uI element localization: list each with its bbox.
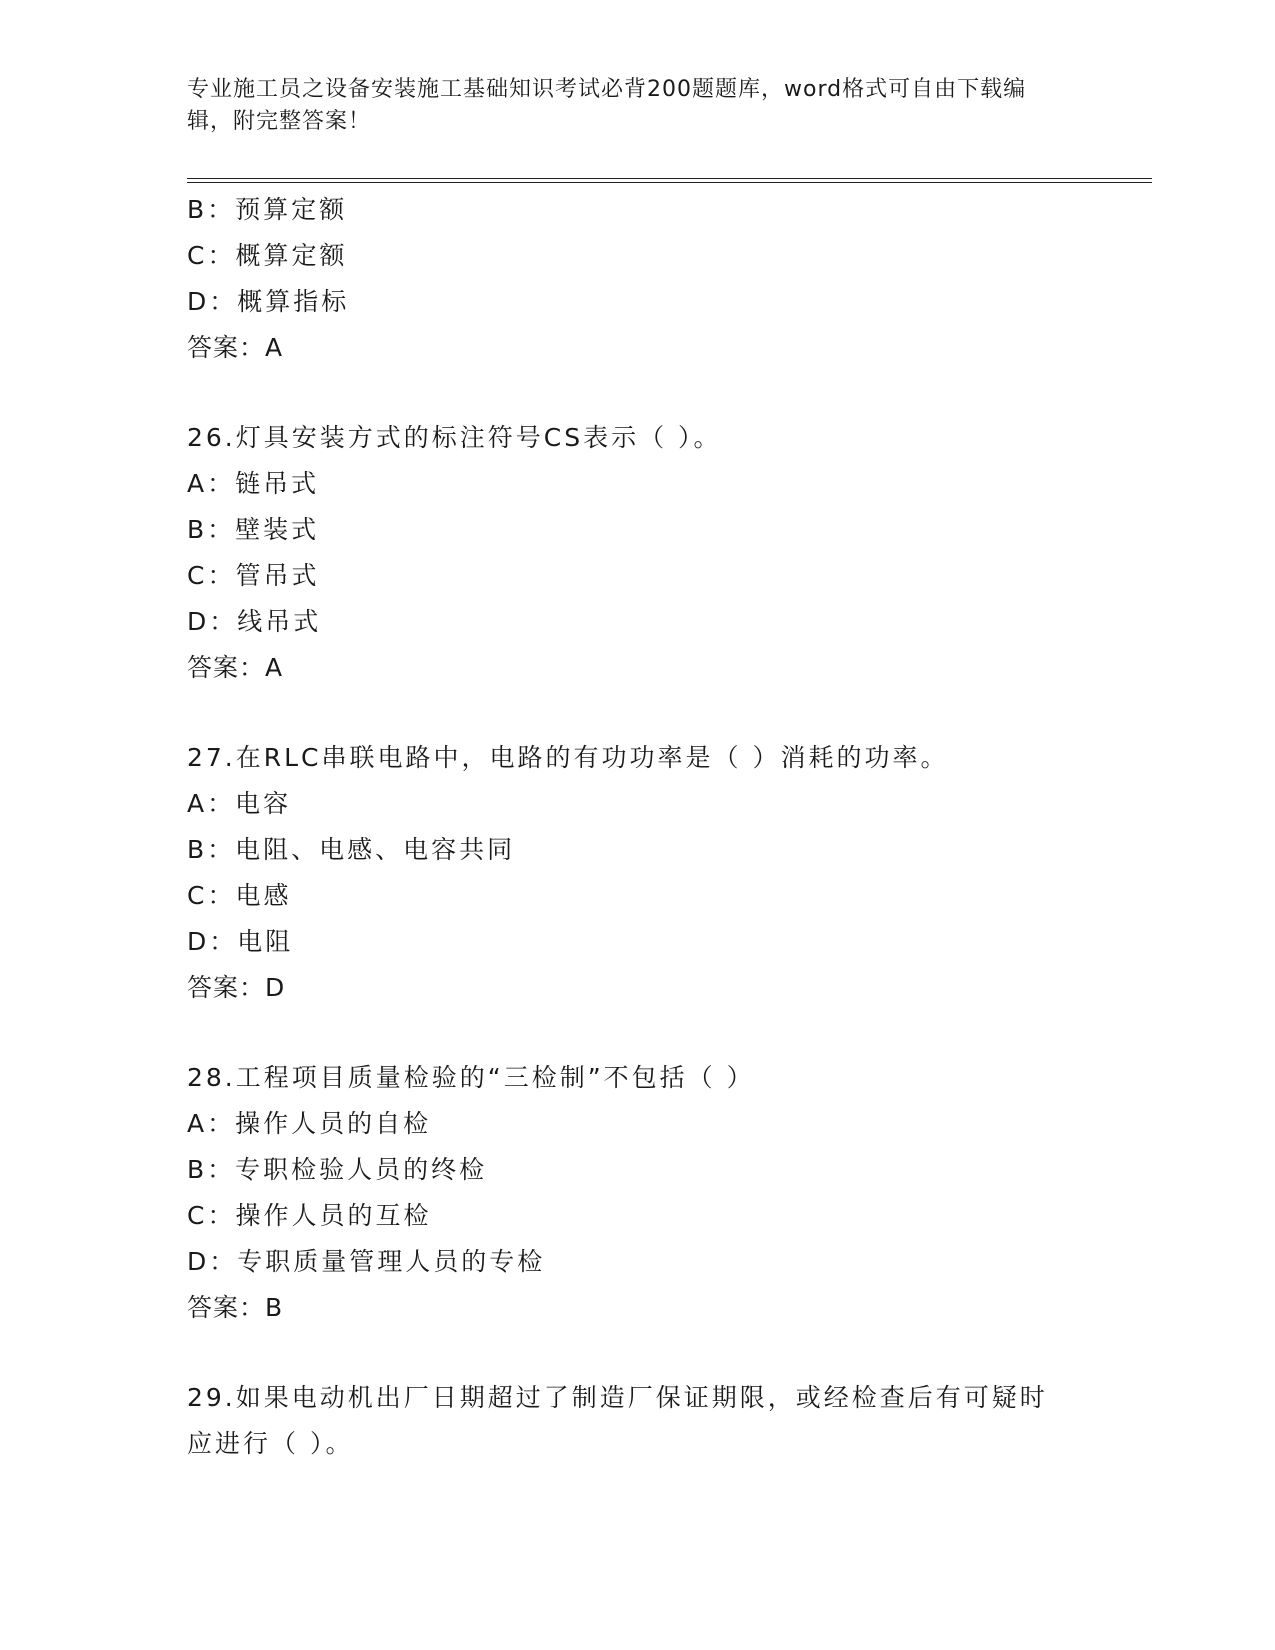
question-29	[187, 1375, 1087, 1467]
answer: 答案：A	[187, 653, 284, 682]
option-b: B：专职检验人员的终检	[187, 1155, 488, 1184]
option-d: D：电阻	[187, 927, 294, 956]
document-header	[187, 74, 1067, 138]
option-d: D：线吊式	[187, 607, 322, 636]
option-b: B：电阻、电感、电容共同	[187, 835, 516, 864]
question-26	[187, 415, 1087, 691]
question-text: 26.灯具安装方式的标注符号CS表示（ ）。	[187, 423, 722, 452]
option-a: A：链吊式	[187, 469, 320, 498]
option-d: D：专职质量管理人员的专检	[187, 1247, 546, 1276]
option-a: A：电容	[187, 789, 292, 818]
option-d: D：概算指标	[187, 287, 350, 316]
question-text: 27.在RLC串联电路中，电路的有功功率是（ ）消耗的功率。	[187, 743, 949, 772]
option-c: C：操作人员的互检	[187, 1201, 432, 1230]
question-27	[187, 735, 1087, 1011]
question-text-line-1: 29.如果电动机出厂日期超过了制造厂保证期限，或经检查后有可疑时	[187, 1383, 1048, 1412]
option-c: C：电感	[187, 881, 292, 910]
header-rule-bottom	[187, 182, 1152, 183]
question-text: 28.工程项目质量检验的“三检制”不包括（ ）	[187, 1063, 755, 1092]
question-25-tail	[187, 187, 1087, 371]
option-a: A：操作人员的自检	[187, 1109, 432, 1138]
question-text-line-2: 应进行（ ）。	[187, 1429, 354, 1458]
answer: 答案：A	[187, 333, 284, 362]
question-list	[187, 187, 1087, 1467]
option-b: B：壁装式	[187, 515, 320, 544]
question-28	[187, 1055, 1087, 1331]
header-title: 专业施工员之设备安装施工基础知识考试必背200题题库，word格式可自由下载编辑，附完整答案！	[187, 77, 1027, 134]
answer: 答案：B	[187, 1293, 284, 1322]
option-b: B：预算定额	[187, 195, 348, 224]
option-c: C：管吊式	[187, 561, 320, 590]
option-c: C：概算定额	[187, 241, 348, 270]
answer: 答案：D	[187, 973, 286, 1002]
header-rule-top	[187, 178, 1152, 179]
